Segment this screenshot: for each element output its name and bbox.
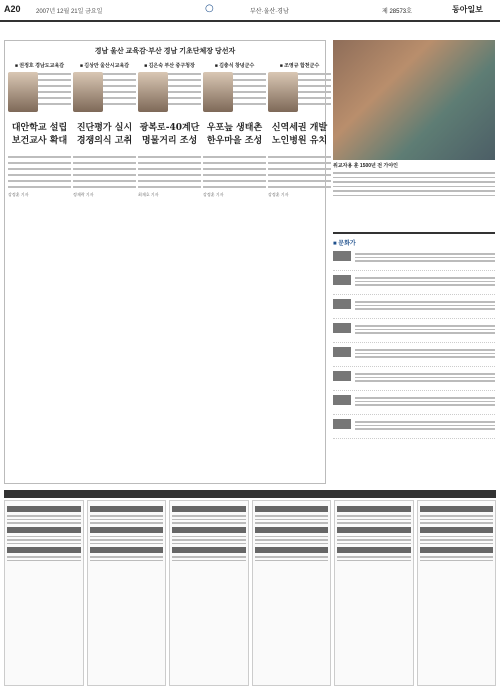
candidate-headline: 신역세권 개발 노인병원 유치 [271,123,328,146]
classified-banner [4,490,496,498]
candidate-name: ■ 조영규 합천군수 [279,63,320,69]
byline: 강정훈 기자 [203,192,224,197]
candidate-column [268,62,331,482]
issue-number: 제 28573호 [382,9,412,15]
feature-title: 경남 울산 교육감·부산 경남 기초단체장 당선자 [94,48,236,55]
candidate-headline: 진단평가 실시 경쟁의식 고취 [76,123,133,146]
byline: 강정훈 기자 [8,192,29,197]
byline: 강정훈 기자 [268,192,289,197]
candidate-photo [138,72,168,112]
candidate-column [203,62,266,482]
candidate-name: ■ 김상만 울산시교육감 [79,63,130,69]
candidate-column [138,62,201,482]
photo-caption: 위교자용 훈 1500년 전 가야인 [333,163,398,169]
candidate-name: ■ 김충식 창녕군수 [214,63,255,69]
candidate-photo [73,72,103,112]
candidate-photo [268,72,298,112]
artifact-photo [333,40,495,160]
section-name: 부산·울산·경남 [250,9,289,15]
candidate-headline: 광복로-40계단 명물거리 조성 [139,123,200,146]
newspaper-name: 동아일보 [452,4,483,14]
classified-ads [4,500,496,686]
candidate-column [73,62,136,482]
page-number: A20 [4,4,21,14]
date: 2007년 12월 21일 금요일 [36,9,103,15]
masthead [0,0,500,22]
candidate-name: ■ 김은숙 부산 중구청장 [144,63,195,69]
candidate-name: ■ 권정호 경남도교육감 [14,63,65,69]
byline: 정재락 기자 [73,192,94,197]
candidate-headline: 대안학교 설립 보건교사 확대 [11,123,68,146]
candidate-photo [203,72,233,112]
caption-text [333,169,495,199]
candidate-headline: 우포늪 생태촌 한우마을 조성 [206,123,263,146]
culture-title: ■ 문화가 [333,241,356,247]
culture-listing [333,232,495,484]
byline: 최재호 기자 [138,192,159,197]
section-logo: ○ [205,3,214,14]
candidate-photo [8,72,38,112]
candidate-column [8,62,71,482]
